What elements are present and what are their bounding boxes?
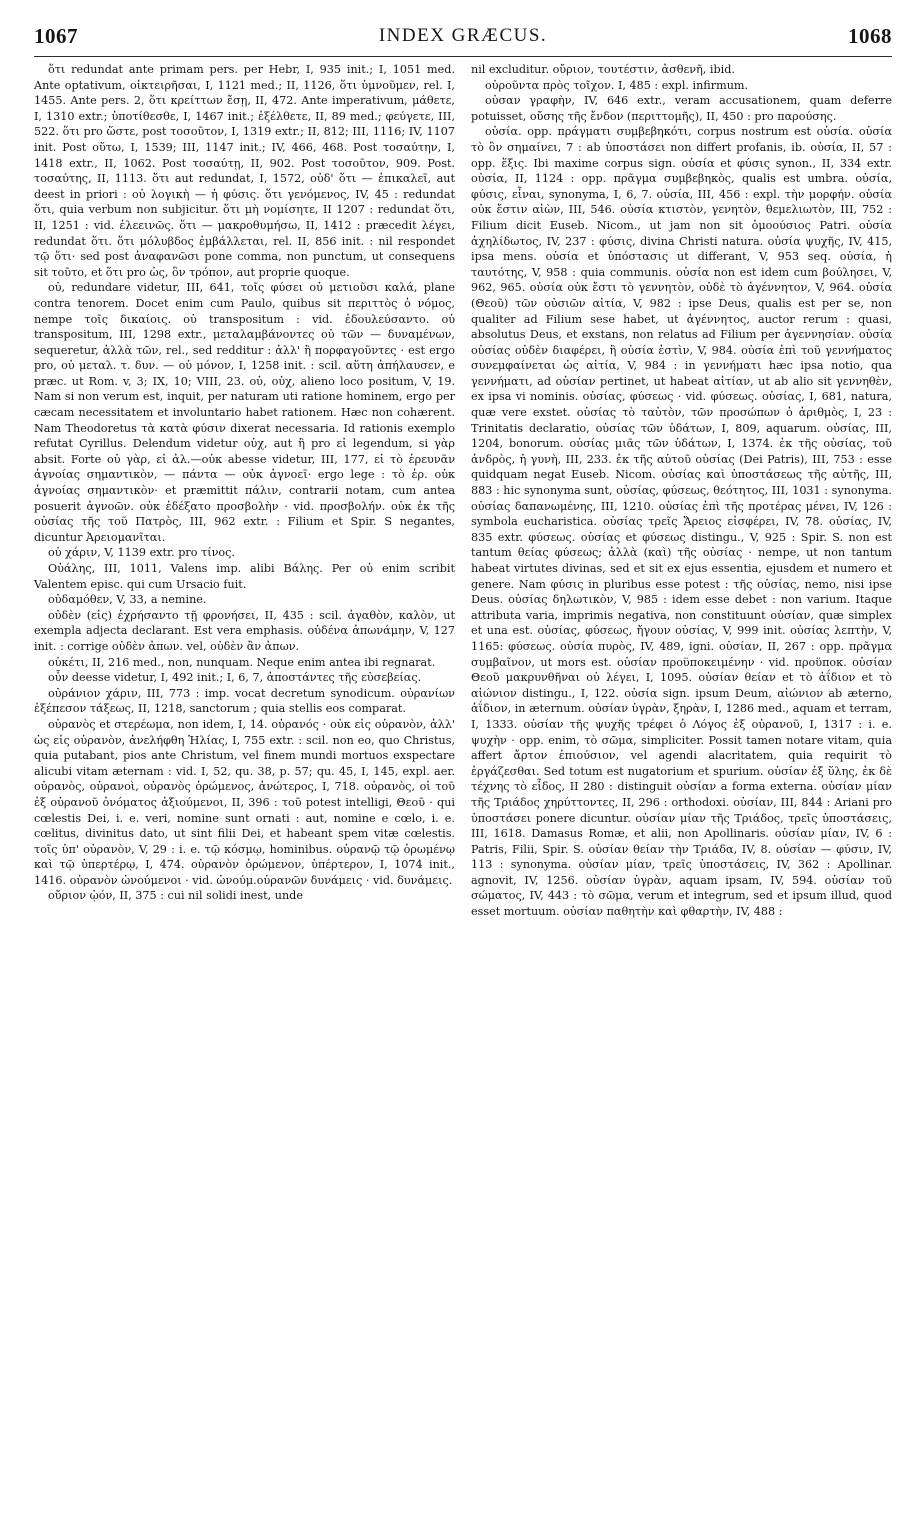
- left-column: [34, 62, 455, 920]
- index-entry: οὐροῦντα πρὸς τοῖχον. I, 485 : expl. infirmum.: [485, 78, 749, 92]
- index-entry: οὐδὲν (εἰς) ἐχρήσαντο τῇ φρονήσει, II, 435 : scil. ἀγαθὸν, καλὸν, ut exempla adjecta declarant. Est vera emphasis. οὐδένα ἀπωνάμην, V, 127 init. : corrige οὐδὲν ἀπων. vel, οὐδὲν ἂν ἀπων.: [34, 608, 455, 653]
- index-entry: Οὐάλης, III, 1011, Valens imp. alibi Βάλης. Per οὐ enim scribit Valentem episc. qui cum Ursacio fuit.: [34, 562, 455, 591]
- index-entry: οὐ χάριν, V, 1139 extr. pro τίνος.: [48, 546, 235, 560]
- page-title: INDEX GRÆCUS.: [378, 25, 548, 46]
- index-entry: οὐρανὸς et στερέωμα, non idem, I, 14. οὐρανός · οὐκ εἰς οὐρανὸν, ἀλλ' ὡς εἰς οὐρανὸν, ἀνελήφθη Ἡλίας, I, 755 extr. : scil. non eo, quo Christus, quia putabant, pios ante Christum, vel finem mundi mortuos exspectare alicubi vitam æternam : vid. I, 52, qu. 38, p. 57; qu. 45, I, 145, expl. aer. οὐρανὸς, οὐρανοὶ, οὐρανὸς ὁρώμενος, ἀνώτερος, I, 718. οὐρανὸς, οἱ τοῦ ἐξ οὐρανοῦ ὀνόματος ἀξιούμενοι, II, 396 : τοῦ potest intelligi, Θεοῦ · qui cœlestis Dei, i. e. veri, nomine sunt ornati : aut, nomine e cœlo, i. e. cœlitus, divinitus dato, ut sint filii Dei, et habeant spem vitæ cœlestis. τοῖς ὑπ' οὐρανὸν, V, 29 : i. e. τῷ κόσμῳ, hominibus. οὐρανῷ τῷ ὁρωμένῳ καὶ τῷ ὑπερτέρῳ, I, 474. οὐρανὸν ὁρώμενον, ὑπέρτερον, I, 1074 init., 1416. οὐρανὸν ὠνούμενοι · vid. ὠνούμ.οὐρανῶν δυνάμεις · vid. δυνάμεις.: [34, 717, 455, 887]
- index-entry: οὐσία. opp. πράγματι συμβεβηκότι, corpus nostrum est οὐσία. οὐσία τὸ ὂν σημαίνει, 7 : ab ὑποστάσει non differt profanis, ib. οὐσία, II, 57 : opp. ἕξις. Ibi maxime corpus sign. οὐσία et φύσις synon., II, 334 extr. οὐσία, II, 1124 : opp. πρᾶγμα συμβεβηκὸς, qualis est umbra. οὐσία, φύσις, εἶναι, synonyma, I, 6, 7. οὐσία, III, 456 : expl. τὴν μορφήν. οὐσία οὐκ ἔστιν αἰὼν, III, 546. οὐσία κτιστὸν, γενητὸν, θεμελιωτὸν, III, 752 : Filium dicit Euseb. Nicom., ut jam non sit ὁμοούσιος Patri. οὐσία ἀχηλίδωτος, IV, 237 : φύσις, divina Christi natura. οὐσία ψυχῆς, IV, 415, ipsa mens. οὐσία et ὑπόστασις ut differant, V, 953 seq. οὐσία, ἡ ταυτότης, V, 958 : quia communis. οὐσία non est idem cum βούλησει, V, 962, 965. οὐσία οὐκ ἔστι τὸ γεννητὸν, οὐδὲ τὸ ἀγέννητον, V, 964. οὐσία (Θεοῦ) τῶν οὐσιῶν αἰτία, V, 982 : ipse Deus, qualis est per se, non qualiter ad Filium sese habet, ut ἀγέννητος, auctor rerum : quasi, absolutus Deus, et exstans, non relatus ad Filium per ἀγεννησίαν. οὐσία οὐσίας οὐδὲν διαφέρει, ἢ οὐσία ἐστὶν, V, 984. οὐσία ἐπὶ τοῦ γεννήματος συνεμφαίνεται ὡς αἰτία, V, 984 : in γεννήματι hæc ipsa notio, qua γεννήματι, ad οὐσίαν pertinet, ut habeat αἰτίαν, ut ab alio sit γεννηθὲν, ex ipsa vi nominis. οὐσίας, φύσεως · vid. φύσεως. οὐσίας, I, 681, natura, quæ vere exstet. οὐσίας τὸ ταὐτὸν, τῶν προσώπων ὁ ἀριθμὸς, I, 23 : Trinitatis declaratio, οὐσίας τῶν ὑδάτων, I, 809, aquarum. οὐσίας, III, 1204, bonorum. οὐσίας μιᾶς τῶν ὑδάτων, I, 1374. ἐκ τῆς οὐσίας, τοῦ ἀνδρὸς, ἡ γυνὴ, III, 233. ἐκ τῆς αὐτοῦ οὐσίας (Dei Patris), III, 753 : esse quidquam negat Euseb. Nicom. οὐσίας καὶ ὑποστάσεως τῆς αὐτῆς, III, 883 : hic synonyma sunt, οὐσίας, φύσεως, θεότητος, III, 1031 : synonyma. οὐσίας δαπανωμένης, III, 1210. οὐσίας ἐπὶ τῆς προτέρας μένει, IV, 126 : symbola eucharistica. οὐσίας τρεῖς Ἄρειος εἰσφέρει, IV, 78. οὐσίας, IV, 835 extr. φύσεως. οὐσίας et φύσεως distingu., V, 925 : Spir. S. non est tantum θείας φύσεως; ἀλλὰ (καὶ) τῆς οὐσίας · nempe, ut non tantum habeat virtutes divinas, sed et sit ex ejus essentia, ejusdem et numero et genere. Nam φύσις in pluribus esse potest : τῆς οὐσίας, nemo, nisi ipse Deus. οὐσίας δηλωτικὸν, V, 985 : idem esse debet : non varium. Itaque attributa varia, imprimis negativa, non constituunt οὐσίαν, quæ simplex et una est. οὐσίας, φύσεως, ἤγουν οὐσίας, V, 999 init. οὐσίας λεπτὴν, V, 1165: φύσεως. οὐσία πυρὸς, IV, 489, igni. οὐσίαν, II, 267 : opp. πρᾶγμα συμβαῖνον, ut mors est. οὐσίαν προϋποκειμένην · vid. προϋποκ. οὐσίαν Θεοῦ μακρυνθῆναι οὐ λέγει, I, 1095. οὐσίαν θείαν et τὸ ἀΐδιον et τὸ αἰώνιον distingu., I, 122. οὐσία sign. ipsum Deum, αἰώνιον ab æterno, ἀΐδιον, in æternum. οὐσίαν ὑγρὰν, ξηρὰν, I, 1286 med., aquam et terram, I, 1333. οὐσίαν τῆς ψυχῆς τρέφει ὁ Λόγος ἐξ οὐρανοῦ, I, 1317 : i. e. ψυχὴν · opp. enim, τὸ σῶμα, simpliciter. Possit tamen notare vitam, quia affert ἄρτον ἐπιούσιον, vel agendi alacritatem, quia requirit τὸ ἐργάζεσθαι. Sed totum est nugatorium et spurium. οὐσίαν ἐξ ὕλης, ἐκ δὲ τέχνης τὸ εἶδος, II 280 : distinguit οὐσίαν a forma externa. οὐσίαν μίαν τῆς Τριάδος χηρύττοντες, II, 296 : orthodoxi. οὐσίαν, III, 844 : Ariani pro ὑποστάσει ponere dicuntur. οὐσίαν μίαν τῆς Τριάδος, τρεῖς ὑποστάσεις, III, 1618. Damasus Romæ, et alii, non Apollinaris. οὐσίαν μίαν, IV, 6 : Patris, Filii, Spir. S. οὐσίαν θείαν τὴν Τριάδα, IV, 8. οὐσίαν — φύσιν, IV, 113 : synonyma. οὐσίαν μίαν, τρεῖς ὑποστάσεις, IV, 362 : Apollinar. agnovit, IV, 1256. οὐσίαν ὑγρὰν, aquam ipsam, IV, 594. οὐσίαν τοῦ σώματος, IV, 443 : τὸ σῶμα, verum et integrum, sed et ipsum illud, quod esset mortuum. οὐσίαν παθητὴν καὶ φθαρτὴν, IV, 488 :: [471, 125, 892, 919]
- two-column-body: [34, 62, 892, 920]
- index-entry: οὐσαν γραφὴν, IV, 646 extr., veram accusationem, quam deferre potuisset, οὔσης τῆς ἔνδον (περιττομῆς), II, 450 : pro παρούσης.: [471, 94, 892, 123]
- index-entry: οὔριον ᾠόν, II, 375 : cui nil solidi inest, unde: [48, 889, 303, 903]
- index-entry: οὖν deesse videtur, I, 492 init.; I, 6, 7, ἀποστάντες τῆς εὐσεβείας.: [48, 671, 422, 685]
- running-head: [34, 22, 892, 57]
- index-entry: οὐκέτι, II, 216 med., non, nunquam. Neque enim antea ibi regnarat.: [48, 655, 436, 669]
- index-entry: ὅτι redundat ante primam pers. per Hebr, I, 935 init.; I, 1051 med. Ante optativum, οἰκτειρῆσαι, I, 1121 med.; II, 1126, ὅτι ὑμνοῦμεν, rel. I, 1455. Ante pers. 2, ὅτι κρείττων ἔσῃ, II, 472. Ante imperativum, μάθετε, I, 1310 extr.; ὑποτίθεσθε, I, 1467 init.; ἐξέλθετε, II, 89 med.; φεύγετε, III, 522. ὅτι pro ὥστε, post τοσοῦτον, I, 1319 extr.; II, 812; III, 1116; IV, 1107 init. Post οὕτω, I, 1539; III, 1147 init.; IV, 466, 468. Post τοσαύτην, I, 1418 extr., II, 1062. Post τοσαύτῃ, II, 902. Post τοσοῦτον, 909. Post. τοσαύτης, II, 1113. ὅτι aut redundat, I, 1572, οὐδ' ὅτι — ἐπικαλεῖ, aut deest in priori : οὐ λογικὴ — ἡ φύσις. ὅτι γενόμενος, IV, 45 : redundat ὅτι, quia verbum non subjicitur. ὅτι μὴ νομίσητε, II 1207 : redundat ὅτι, II, 1251 : vid. ἐλεεινῶς. ὅτι — μακροθυμήσω, II, 1412 : præcedit λέγει, redundat ὅτι. ὅτι μόλυβδος ἐμβάλλεται, rel. II, 856 init. : nil respondet τῷ ὅτι· sed post ἀναφανῶσι pone comma, non punctum, ut consequens sit τοῦτο, et ὅτι pro ὡς, ὃν τρόπον, aut proprie quoque.: [34, 63, 455, 279]
- index-entry-continued: nil excluditur. οὔριον, τουτέστιν, ἀσθενῆ, ibid.: [471, 63, 735, 76]
- right-column: [471, 62, 892, 920]
- dictionary-page: [34, 22, 892, 1522]
- right-page-number: 1068: [848, 24, 892, 48]
- index-entry: οὐδαμόθεν, V, 33, a nemine.: [48, 593, 207, 607]
- index-entry: οὐράνιον χάριν, III, 773 : imp. vocat decretum synodicum. οὐρανίων ἐξέπεσον τάξεως, II, 1218, sanctorum ; quia stellis eos comparat.: [34, 686, 455, 716]
- left-page-number: 1067: [34, 24, 78, 48]
- index-entry: οὐ, redundare videtur, III, 641, τοῖς φύσει οὐ μετιοῦσι καλά, plane contra tenorem. Docet enim cum Paulo, quibus sit περιττὸς ὁ νόμος, nempe τοῖς δικαίοις. οὐ transpositum : vid. ἐδουλεύσαντο. οὐ transpositum, III, 1298 extr., μεταλαμβάνοντες οὐ τῶν — δυναμένων, sequeretur, ἀλλὰ τῶν, rel., sed redditur : ἀλλ' ἢ πορφαγοῦντες · est ergo pro, οὐ μεταλ. τ. δυν. — οὐ μόνον, I, 1258 init. : scil. αὕτη ἀπήλαυσεν, e præc. ut Rom. v, 3; IX, 10; VIII, 23. οὐ, οὐχ, alieno loco positum, V, 19. Nam si non verum est, inquit, per naturam uti ratione hominem, ergo per cæcam necessitatem et involuntario habet rationem. Hæc non cohærent. Nam Theodoretus τὰ κατὰ φύσιν dixerat necessaria. Id rationis exemplo refutat Cyrillus. Delendum videtur οὐχ, aut ἢ pro εἰ legendum, si γὰρ absit. Forte οὐ γὰρ, εἰ ἀλ.—οὐκ abesse videtur, III, 177, εἰ τὸ ἐρευνᾶν ἀγνοίας σημαντικὸν, — πάντα — οὐκ ἀγνοεῖ· ergo lege : τὸ ἐρ. οὐκ ἀγνοίας σημαντικὸν· et præmittit πάλιν, contrarii notam, cum antea posuerit ἀγνοῶν. οὐκ ἐδέξατο προσβολὴν · vid. προσβολήν. οὐκ ἐκ τῆς οὐσίας τῆς τοῦ Πατρὸς, III, 962 extr. : Filium et Spir. S negantes, dicuntur Ἀρειομανῖται.: [34, 281, 455, 544]
